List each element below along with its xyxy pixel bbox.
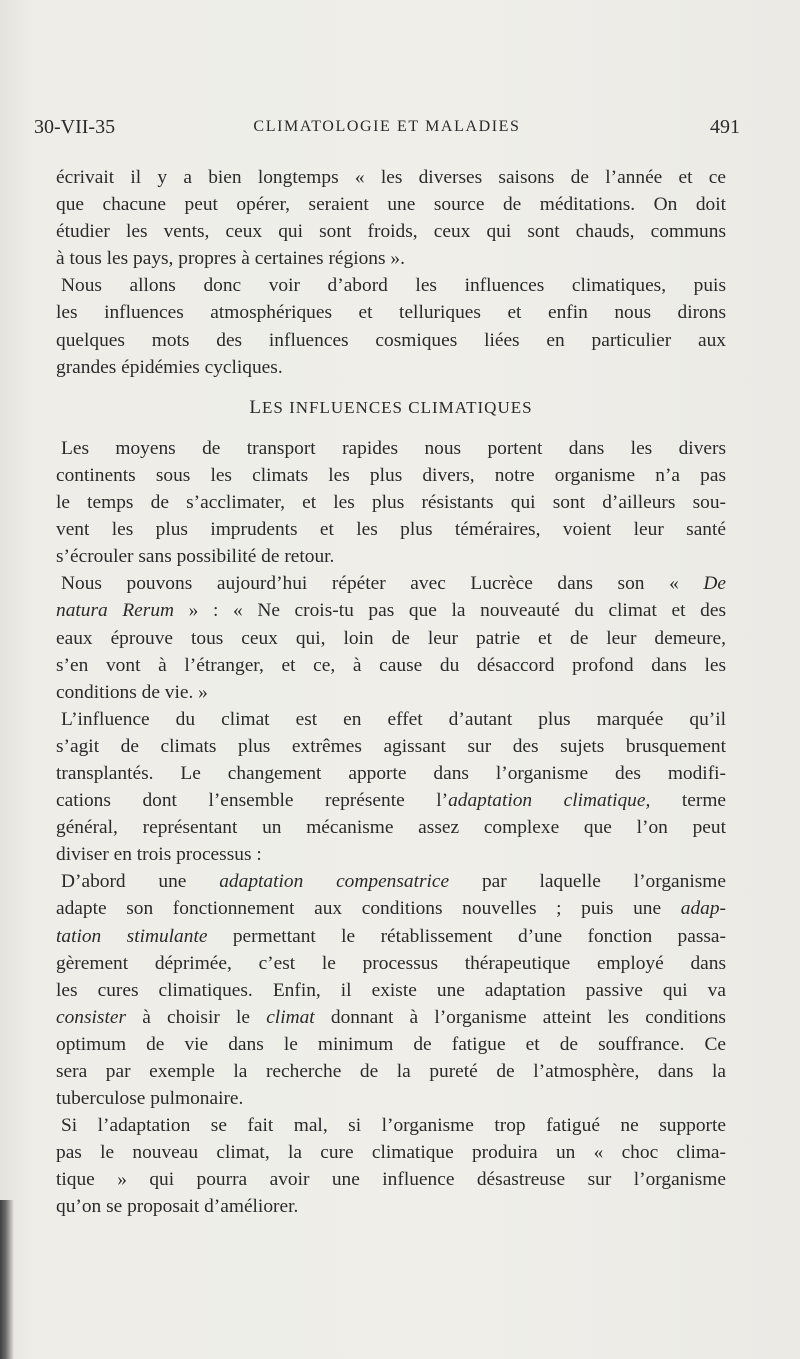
text-line: écrivait il y a bien longtemps « les diverses saisons de l’année et ce — [56, 167, 726, 188]
page-edge-shadow — [0, 1200, 14, 1359]
text-run: D’abord une — [61, 871, 187, 893]
text-run: donnant à l’organisme atteint les conditions — [330, 1006, 726, 1028]
text-line: qu’on se proposait d’améliorer. — [56, 1196, 299, 1218]
intro-paragraph — [56, 164, 726, 272]
text-line — [56, 1004, 726, 1031]
text-line — [56, 868, 726, 895]
italic-run: adap- — [680, 898, 726, 920]
text-run: à choisir le — [142, 1006, 250, 1028]
text-line — [56, 597, 726, 624]
text-line: transplantés. Le changement apporte dans l’organisme des modifi- — [56, 762, 726, 784]
page-number: 491 — [710, 116, 740, 138]
section-heading — [56, 394, 726, 421]
italic-run: climat — [266, 1006, 315, 1028]
text-line: quelques mots des influences cosmiques liées en particulier aux — [56, 329, 726, 351]
page-body — [56, 164, 726, 1221]
italic-run: adaptation compensatrice — [219, 871, 450, 893]
text-line: continents sous les climats les plus divers, notre organisme n’a pas — [56, 464, 726, 486]
text-line: pas le nouveau climat, la cure climatique produira un « choc clima- — [56, 1142, 726, 1164]
running-header — [34, 114, 740, 140]
text-line: général, représentant un mécanisme assez complexe que l’on peut — [56, 817, 726, 839]
text-line — [56, 923, 726, 950]
text-line: que chacune peut opérer, seraient une source de méditations. On doit — [56, 194, 726, 216]
italic-run: De — [703, 573, 726, 595]
italic-run: adaptation climatique, — [448, 790, 651, 812]
text-line: étudier les vents, ceux qui sont froids, ceux qui sont chauds, communs — [56, 221, 726, 243]
text-line: tuberculose pulmonaire. — [56, 1088, 244, 1110]
text-run: terme — [681, 790, 727, 812]
text-line: s’en vont à l’étranger, et ce, à cause du désaccord profond dans les — [56, 654, 726, 676]
section-heading-rest: ES INFLUENCES CLIMATIQUES — [262, 397, 533, 417]
text-line: diviser en trois processus : — [56, 844, 262, 866]
text-line: optimum de vie dans le minimum de fatigue et de souffrance. Ce — [56, 1033, 726, 1055]
italic-run: natura Rerum — [56, 600, 175, 622]
text-run: cations dont l’ensemble représente l’ — [56, 790, 449, 812]
italic-run: tation stimulante — [56, 925, 208, 947]
text-line: L’influence du climat est en effet d’autant plus marquée qu’il — [61, 708, 726, 730]
header-date: 30-VII-35 — [34, 116, 116, 138]
paragraph-adaptation — [56, 868, 726, 1112]
text-line: sera par exemple la recherche de la pureté de l’atmosphère, dans la — [56, 1061, 726, 1082]
italic-run: consister — [56, 1006, 127, 1028]
text-run: Nous pouvons aujourd’hui répéter avec Lucrèce dans son « — [61, 573, 679, 595]
text-line: les cures climatiques. Enfin, il existe une adaptation passive qui va — [56, 979, 726, 1001]
text-run: permettant le rétablissement d’une fonction passa- — [232, 925, 726, 947]
text-line — [56, 895, 726, 922]
text-run: » : « Ne crois-tu pas que la nouveauté du climat et des — [188, 600, 726, 622]
text-run: adapte son fonctionnement aux conditions nouvelles ; puis une — [56, 898, 662, 920]
text-line: vent les plus imprudents et les plus téméraires, voient leur santé — [56, 519, 726, 541]
paragraph-influence — [56, 706, 726, 869]
text-line: Les moyens de transport rapides nous portent dans les divers — [61, 437, 726, 459]
text-line: Si l’adaptation se fait mal, si l’organisme trop fatigué ne supporte — [61, 1115, 726, 1137]
paragraph-transport — [56, 435, 726, 570]
text-line — [56, 570, 726, 597]
text-line: les influences atmosphériques et telluriques et enfin nous dirons — [56, 302, 726, 324]
text-line — [56, 787, 726, 814]
text-line: conditions de vie. » — [56, 681, 208, 703]
paragraph-overview — [56, 272, 726, 380]
text-line: s’agit de climats plus extrêmes agissant sur des sujets brusquement — [56, 735, 726, 757]
text-line: gèrement déprimée, c’est le processus thérapeutique employé dans — [56, 952, 726, 974]
paragraph-lucrece — [56, 570, 726, 705]
section-heading-initial: L — [249, 396, 263, 418]
text-run: par laquelle l’organisme — [481, 871, 726, 893]
text-line: à tous les pays, propres à certaines régions ». — [56, 248, 405, 270]
paragraph-choc — [56, 1112, 726, 1220]
text-line: tique » qui pourra avoir une influence désastreuse sur l’organisme — [56, 1169, 726, 1191]
text-line: Nous allons donc voir d’abord les influences climatiques, puis — [61, 275, 726, 297]
header-title: CLIMATOLOGIE ET MALADIES — [253, 118, 521, 135]
text-line: eaux éprouve tous ceux qui, loin de leur patrie et de leur demeure, — [56, 627, 726, 649]
text-line: s’écrouler sans possibilité de retour. — [56, 546, 335, 568]
text-line: grandes épidémies cycliques. — [56, 356, 283, 378]
text-line: le temps de s’acclimater, et les plus résistants qui sont d’ailleurs sou- — [56, 492, 726, 514]
